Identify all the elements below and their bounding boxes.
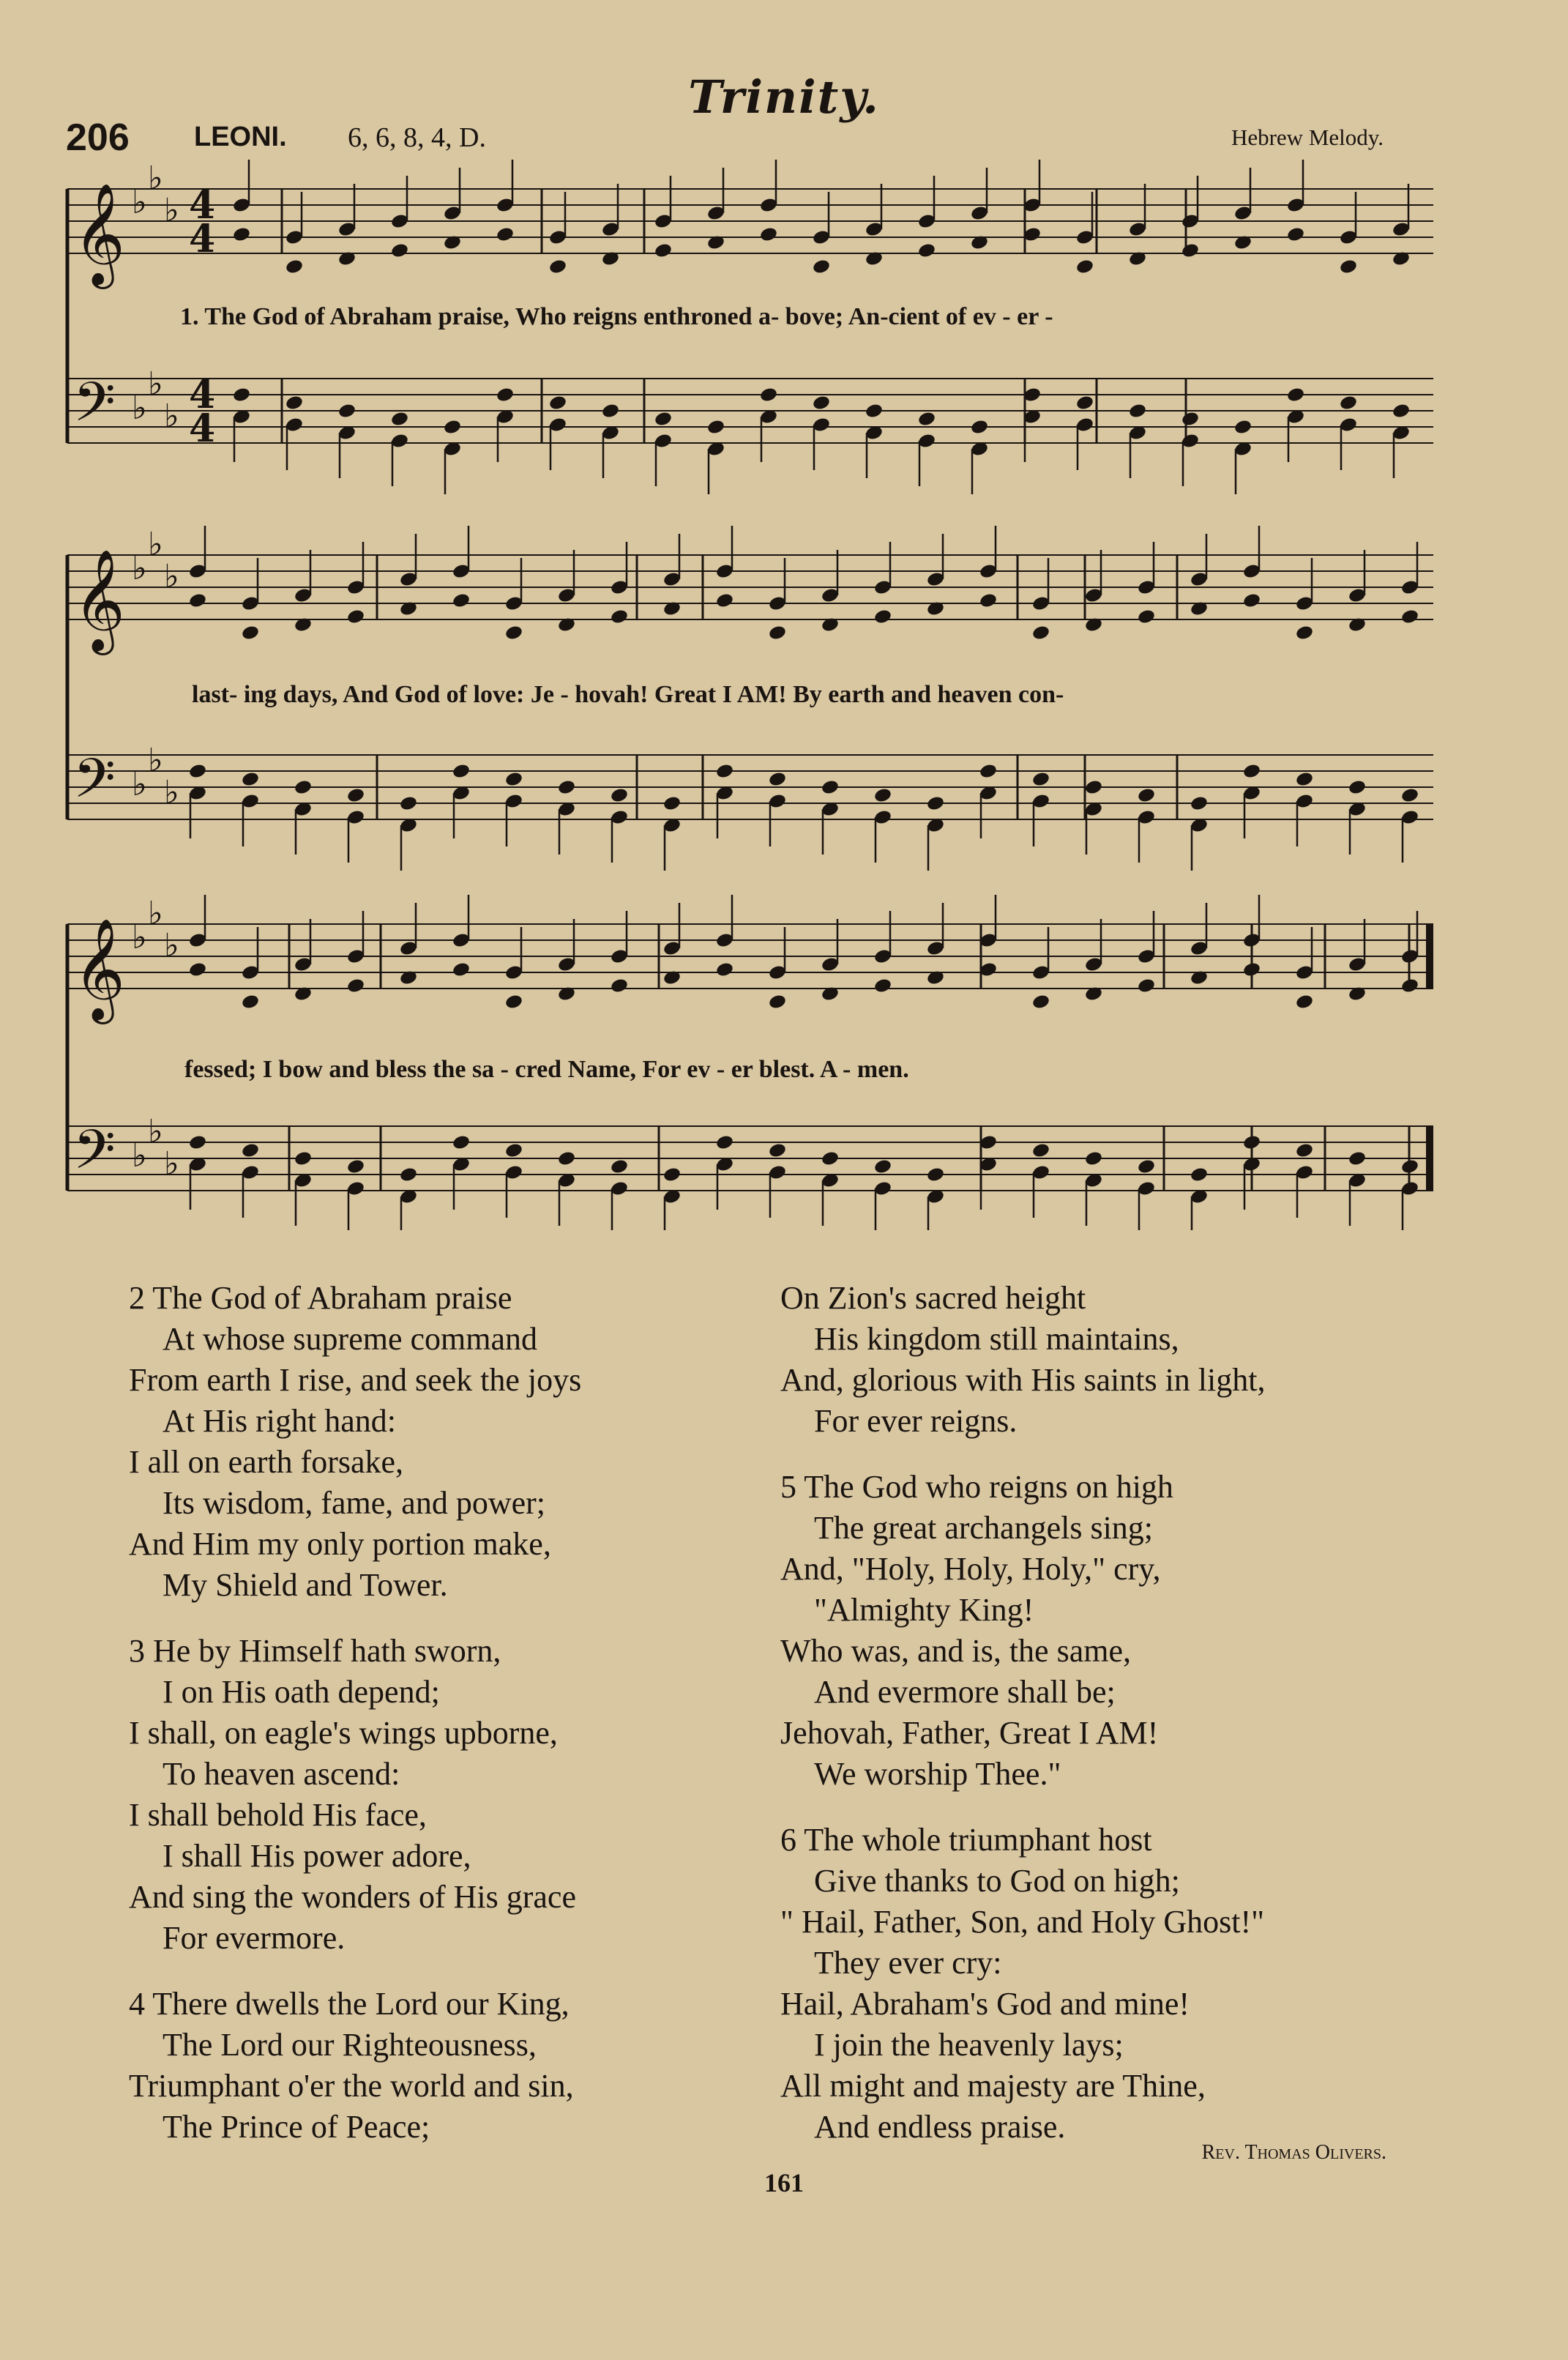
note-head	[399, 795, 418, 812]
note-head	[662, 795, 682, 812]
bass-clef-icon: 𝄢	[73, 371, 116, 447]
note-head	[1295, 625, 1314, 641]
verse-line: From earth I rise, and seek the joys	[129, 1362, 582, 1398]
note-head	[715, 592, 734, 609]
note-head	[812, 258, 831, 275]
verse-line: And Him my only portion make,	[129, 1526, 551, 1562]
note-head	[390, 242, 409, 259]
note-head	[452, 1134, 471, 1151]
verse-line: On Zion's sacred height	[780, 1280, 1086, 1316]
verse-line: All might and majesty are Thine,	[780, 2068, 1206, 2104]
note-head	[496, 226, 515, 243]
note-head	[926, 795, 945, 812]
note-head	[715, 961, 734, 978]
note-head	[768, 771, 787, 788]
note-head	[1137, 608, 1156, 625]
note-head	[1190, 795, 1209, 812]
verse-line: And evermore shall be;	[814, 1674, 1116, 1710]
note-head	[504, 625, 523, 641]
note-head	[504, 771, 523, 788]
note-head	[1137, 1158, 1156, 1175]
flat-icon: ♭	[148, 895, 163, 932]
note-head	[443, 419, 462, 436]
note-head	[188, 592, 207, 609]
note-head	[241, 771, 260, 788]
note-head	[1392, 403, 1411, 420]
verse-number: 3	[129, 1633, 145, 1669]
note-head	[346, 978, 365, 994]
note-head	[452, 592, 471, 609]
verse-line: The God who reigns on high	[804, 1469, 1173, 1505]
flat-icon: ♭	[148, 526, 163, 563]
note-head	[1084, 1150, 1103, 1167]
time-signature-numerator: 4	[189, 373, 216, 417]
verse-line: Who was, and is, the same,	[780, 1633, 1131, 1669]
note-head	[241, 1142, 260, 1159]
note-head	[917, 411, 936, 428]
note-head	[1286, 387, 1305, 403]
treble-clef-icon: 𝄞	[73, 549, 125, 651]
note-head	[1400, 978, 1419, 994]
verse-line: To heaven ascend:	[163, 1756, 400, 1792]
flat-icon: ♭	[164, 558, 179, 595]
note-head	[241, 625, 260, 641]
flat-icon: ♭	[164, 192, 179, 229]
note-head	[1137, 978, 1156, 994]
note-head	[548, 395, 567, 412]
verse-number: 2	[129, 1280, 145, 1316]
verse-line: I all on earth forsake,	[129, 1444, 404, 1480]
note-head	[390, 411, 409, 428]
flat-icon: ♭	[132, 390, 147, 427]
note-head	[188, 763, 207, 780]
note-head	[1295, 1142, 1314, 1159]
verse-line: Hail, Abraham's God and mine!	[780, 1986, 1190, 2022]
verse-line: The whole triumphant host	[804, 1822, 1152, 1858]
verse-3	[129, 1631, 581, 1959]
flat-icon: ♭	[132, 184, 147, 221]
flat-icon: ♭	[148, 365, 163, 403]
note-head	[504, 1142, 523, 1159]
verses-left-column	[129, 1278, 581, 2173]
note-head	[1295, 994, 1314, 1010]
verse-line: The Lord our Righteousness,	[163, 2027, 537, 2063]
note-head	[188, 1134, 207, 1151]
note-head	[285, 395, 304, 412]
verse-line: At His right hand:	[163, 1403, 396, 1439]
note-head	[1242, 961, 1261, 978]
verse-line: I shall, on eagle's wings upborne,	[129, 1715, 558, 1751]
note-head	[1348, 779, 1367, 796]
melody-source: Hebrew Melody.	[1231, 124, 1384, 150]
lyric-line-1: 1. The God of Abraham praise, Who reigns enthroned a- bove; An-cient of ev - er -	[180, 303, 1053, 330]
verse-number: 6	[780, 1822, 796, 1858]
note-head	[1233, 419, 1252, 436]
verse-line: We worship Thee."	[814, 1756, 1061, 1792]
verse-line: I shall His power adore,	[163, 1838, 471, 1874]
note-head	[1181, 411, 1200, 428]
verse-line: For ever reigns.	[814, 1403, 1018, 1439]
note-head	[504, 994, 523, 1010]
flat-icon: ♭	[164, 1145, 179, 1183]
note-head	[768, 1142, 787, 1159]
note-head	[768, 625, 787, 641]
verse-line: And sing the wonders of His grace	[129, 1879, 576, 1915]
note-head	[873, 787, 892, 804]
note-head	[873, 608, 892, 625]
note-head	[1242, 592, 1261, 609]
section-title: Trinity.	[688, 70, 880, 124]
verse-line: I shall behold His face,	[129, 1797, 427, 1833]
flat-icon: ♭	[132, 919, 147, 956]
note-head	[715, 763, 734, 780]
note-head	[979, 592, 998, 609]
note-head	[759, 226, 778, 243]
final-bar-line	[1426, 924, 1433, 989]
note-head	[294, 1150, 313, 1167]
flat-icon: ♭	[164, 774, 179, 811]
note-head	[812, 395, 831, 412]
note-head	[1242, 1134, 1261, 1151]
note-head	[188, 961, 207, 978]
note-head	[452, 763, 471, 780]
note-head	[1031, 994, 1050, 1010]
note-head	[873, 1158, 892, 1175]
note-head	[970, 419, 989, 436]
note-head	[452, 961, 471, 978]
note-head	[1400, 787, 1419, 804]
note-head	[1075, 258, 1094, 275]
note-head	[1348, 1150, 1367, 1167]
note-head	[1400, 1158, 1419, 1175]
verse-5	[780, 1467, 1265, 1795]
verse-6	[780, 1820, 1265, 2148]
verse-line: For evermore.	[163, 1920, 346, 1956]
note-head	[232, 226, 251, 243]
flat-icon: ♭	[132, 550, 147, 587]
note-head	[610, 608, 629, 625]
note-head	[285, 258, 304, 275]
note-head	[662, 1166, 682, 1183]
note-head	[1031, 625, 1050, 641]
note-head	[706, 419, 725, 436]
note-head	[601, 403, 620, 420]
note-head	[1075, 395, 1094, 412]
note-head	[346, 608, 365, 625]
page-number: 161	[764, 2168, 804, 2197]
note-head	[873, 978, 892, 994]
verse-line: He by Himself hath sworn,	[153, 1633, 501, 1669]
note-head	[715, 1134, 734, 1151]
verse-line: I join the heavenly lays;	[814, 2027, 1124, 2063]
note-head	[1181, 242, 1200, 259]
verse-number: 5	[780, 1469, 796, 1505]
bass-clef-icon: 𝄢	[73, 1118, 116, 1195]
note-head	[865, 403, 884, 420]
note-head	[496, 387, 515, 403]
note-head	[241, 994, 260, 1010]
note-head	[557, 779, 576, 796]
note-head	[294, 779, 313, 796]
verse-line: "Almighty King!	[814, 1592, 1034, 1628]
verse-number: 4	[129, 1986, 145, 2022]
flat-icon: ♭	[164, 398, 179, 435]
note-head	[1084, 779, 1103, 796]
note-head	[1339, 258, 1358, 275]
note-head	[1286, 226, 1305, 243]
verse-line: And, glorious with His saints in light,	[780, 1362, 1266, 1398]
lyric-line-3: fessed; I bow and bless the sa - cred Name, For ev - er blest. A - men.	[184, 1056, 909, 1083]
verse-line: I on His oath depend;	[163, 1674, 440, 1710]
note-head	[548, 258, 567, 275]
verse-line: Its wisdom, fame, and power;	[163, 1485, 545, 1521]
flat-icon: ♭	[164, 927, 179, 964]
note-head	[337, 403, 356, 420]
meter: 6, 6, 8, 4, D.	[348, 122, 486, 153]
flat-icon: ♭	[148, 1113, 163, 1150]
note-head	[1339, 395, 1358, 412]
verse-line: At whose supreme command	[163, 1321, 537, 1357]
note-head	[917, 242, 936, 259]
lyric-line-2: last- ing days, And God of love: Je - hovah! Great I AM! By earth and heaven con-	[192, 681, 1064, 708]
note-head	[1137, 787, 1156, 804]
hymn-number: 206	[66, 116, 130, 159]
verse-line: They ever cry:	[814, 1945, 1002, 1981]
note-head	[346, 1158, 365, 1175]
verse-line: Jehovah, Father, Great I AM!	[780, 1715, 1159, 1751]
bass-clef-icon: 𝄢	[73, 747, 116, 824]
final-bar-line	[1426, 1126, 1433, 1191]
verses-right-column	[780, 1278, 1265, 2173]
verse-line: His kingdom still maintains,	[814, 1321, 1179, 1357]
note-head	[821, 1150, 840, 1167]
flat-icon: ♭	[132, 766, 147, 803]
note-head	[979, 763, 998, 780]
note-head	[1031, 1142, 1050, 1159]
time-signature-numerator: 4	[189, 183, 216, 228]
note-head	[654, 242, 673, 259]
verse-line: Triumphant o'er the world and sin,	[129, 2068, 574, 2104]
note-head	[557, 1150, 576, 1167]
note-head	[610, 978, 629, 994]
verse-line: The God of Abraham praise	[152, 1280, 512, 1316]
verse-4-continued	[780, 1278, 1265, 1442]
verse-line: The Prince of Peace;	[163, 2109, 430, 2145]
tune-name: LEONI.	[194, 122, 287, 152]
note-head	[926, 1166, 945, 1183]
note-head	[232, 387, 251, 403]
note-head	[821, 779, 840, 796]
verse-line: And, "Holy, Holy, Holy," cry,	[780, 1551, 1161, 1587]
note-head	[610, 1158, 629, 1175]
flat-icon: ♭	[148, 160, 163, 197]
verse-line: My Shield and Tower.	[163, 1567, 448, 1603]
note-head	[759, 387, 778, 403]
note-head	[1190, 1166, 1209, 1183]
time-signature-denominator: 4	[189, 406, 216, 451]
flat-icon: ♭	[148, 742, 163, 779]
note-head	[1242, 763, 1261, 780]
note-head	[610, 787, 629, 804]
note-head	[399, 1166, 418, 1183]
verse-line: And endless praise.	[814, 2109, 1066, 2145]
time-signature-denominator: 4	[189, 217, 216, 261]
verse-2	[129, 1278, 581, 1606]
verse-line: Give thanks to God on high;	[814, 1863, 1180, 1899]
note-head	[768, 994, 787, 1010]
verse-line: The great archangels sing;	[814, 1510, 1154, 1546]
treble-clef-icon: 𝄞	[73, 183, 125, 285]
flat-icon: ♭	[132, 1137, 147, 1175]
author-credit: Rev. Thomas Olivers.	[1201, 2141, 1386, 2164]
note-head	[654, 411, 673, 428]
verse-4	[129, 1984, 581, 2148]
note-head	[1031, 771, 1050, 788]
note-head	[346, 787, 365, 804]
verse-line: There dwells the Lord our King,	[152, 1986, 570, 2022]
verse-line: " Hail, Father, Son, and Holy Ghost!"	[780, 1904, 1265, 1940]
note-head	[1128, 403, 1147, 420]
treble-clef-icon: 𝄞	[73, 918, 125, 1020]
note-head	[1400, 608, 1419, 625]
note-head	[1295, 771, 1314, 788]
